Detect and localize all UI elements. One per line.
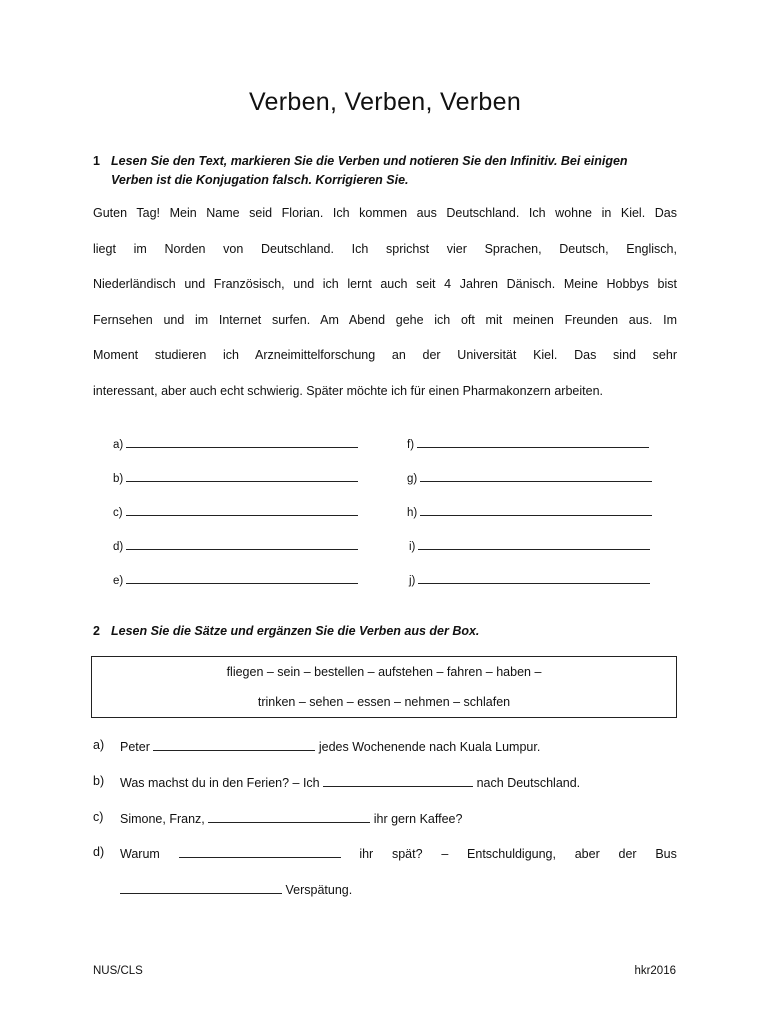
task1-number: 1	[93, 154, 100, 168]
answer-g[interactable]: g)	[407, 469, 652, 485]
answer-row	[113, 571, 673, 591]
task1-instruction-line2: Verben ist die Konjugation falsch. Korrigieren Sie.	[111, 173, 409, 187]
fill-blank[interactable]	[153, 738, 315, 751]
item-word: der	[618, 847, 637, 861]
answer-b[interactable]: b)	[113, 469, 358, 485]
item-word: Warum	[120, 847, 160, 861]
task1-instruction-line1: Lesen Sie den Text, markieren Sie die Verben und notieren Sie den Infinitiv. Bei einigen	[111, 154, 628, 168]
item-text-after: Verspätung.	[285, 883, 353, 897]
answer-c[interactable]: c)	[113, 503, 358, 519]
answer-e[interactable]: e)	[113, 571, 358, 587]
answer-h[interactable]: h)	[407, 503, 652, 519]
verb-box-line2: trinken – sehen – essen – nehmen – schlafen	[257, 695, 511, 709]
answer-row	[113, 435, 673, 455]
answer-row	[113, 469, 673, 489]
task1-instruction	[93, 152, 683, 190]
answer-a[interactable]: a)	[113, 435, 358, 451]
text-line: Niederländisch und Französisch, und ich lernt auch seit 4 Jahren Dänisch. Meine Hobbys bist	[93, 277, 677, 292]
item-text-after: jedes Wochenende nach Kuala Lumpur.	[318, 740, 541, 754]
text-line: Fernsehen und im Internet surfen. Am Abend gehe ich oft mit meinen Freunden aus. Im	[93, 312, 677, 327]
item-word: Entschuldigung,	[467, 847, 556, 861]
answer-row	[113, 503, 673, 523]
fill-blank[interactable]	[179, 845, 341, 858]
item-text-before: Was machst du in den Ferien? – Ich	[120, 776, 320, 790]
task2-number: 2	[93, 624, 100, 638]
page-title: Verben, Verben, Verben	[248, 88, 522, 116]
task2-instruction-text: Lesen Sie die Sätze und ergänzen Sie die Verben aus der Box.	[111, 624, 480, 638]
item-word: Bus	[655, 847, 677, 861]
item-label: b)	[93, 774, 105, 788]
item-text-after: nach Deutschland.	[476, 776, 581, 790]
answer-d[interactable]: d)	[113, 537, 358, 553]
verb-box-line1: fliegen – sein – bestellen – aufstehen – fahren – haben –	[226, 665, 542, 679]
item-label: d)	[93, 845, 105, 859]
item-label: a)	[93, 738, 105, 752]
item-text-before: Simone, Franz,	[120, 812, 205, 826]
fill-blank[interactable]	[120, 881, 282, 894]
answer-row	[113, 537, 673, 557]
text-line: interessant, aber auch echt schwierig. Später möchte ich für einen Pharmakonzern arbeiten.	[93, 383, 603, 398]
item-text-before: Peter	[120, 740, 150, 754]
text-line: Moment studieren ich Arzneimittelforschung an der Universität Kiel. Das sind sehr	[93, 348, 677, 363]
footer-right: hkr2016	[634, 965, 676, 977]
verb-box	[91, 656, 677, 718]
item-word: ihr	[359, 847, 374, 861]
footer-left: NUS/CLS	[93, 965, 143, 977]
item-word: spät?	[391, 847, 423, 861]
item-word: –	[441, 847, 449, 861]
task2-instruction	[93, 622, 683, 641]
text-line: Guten Tag! Mein Name seid Florian. Ich kommen aus Deutschland. Ich wohne in Kiel. Das	[93, 206, 677, 220]
fill-blank[interactable]	[208, 810, 370, 823]
item-label: c)	[93, 810, 104, 824]
answer-j[interactable]: j)	[409, 571, 650, 587]
task1-text	[93, 202, 677, 416]
answer-f[interactable]: f)	[407, 435, 649, 451]
answer-i[interactable]: i)	[409, 537, 650, 553]
fill-blank[interactable]	[323, 774, 473, 787]
item-word: aber	[574, 847, 600, 861]
text-line: liegt im Norden von Deutschland. Ich sprichst vier Sprachen, Deutsch, Englisch,	[93, 241, 677, 256]
item-text-after: ihr gern Kaffee?	[373, 812, 463, 826]
